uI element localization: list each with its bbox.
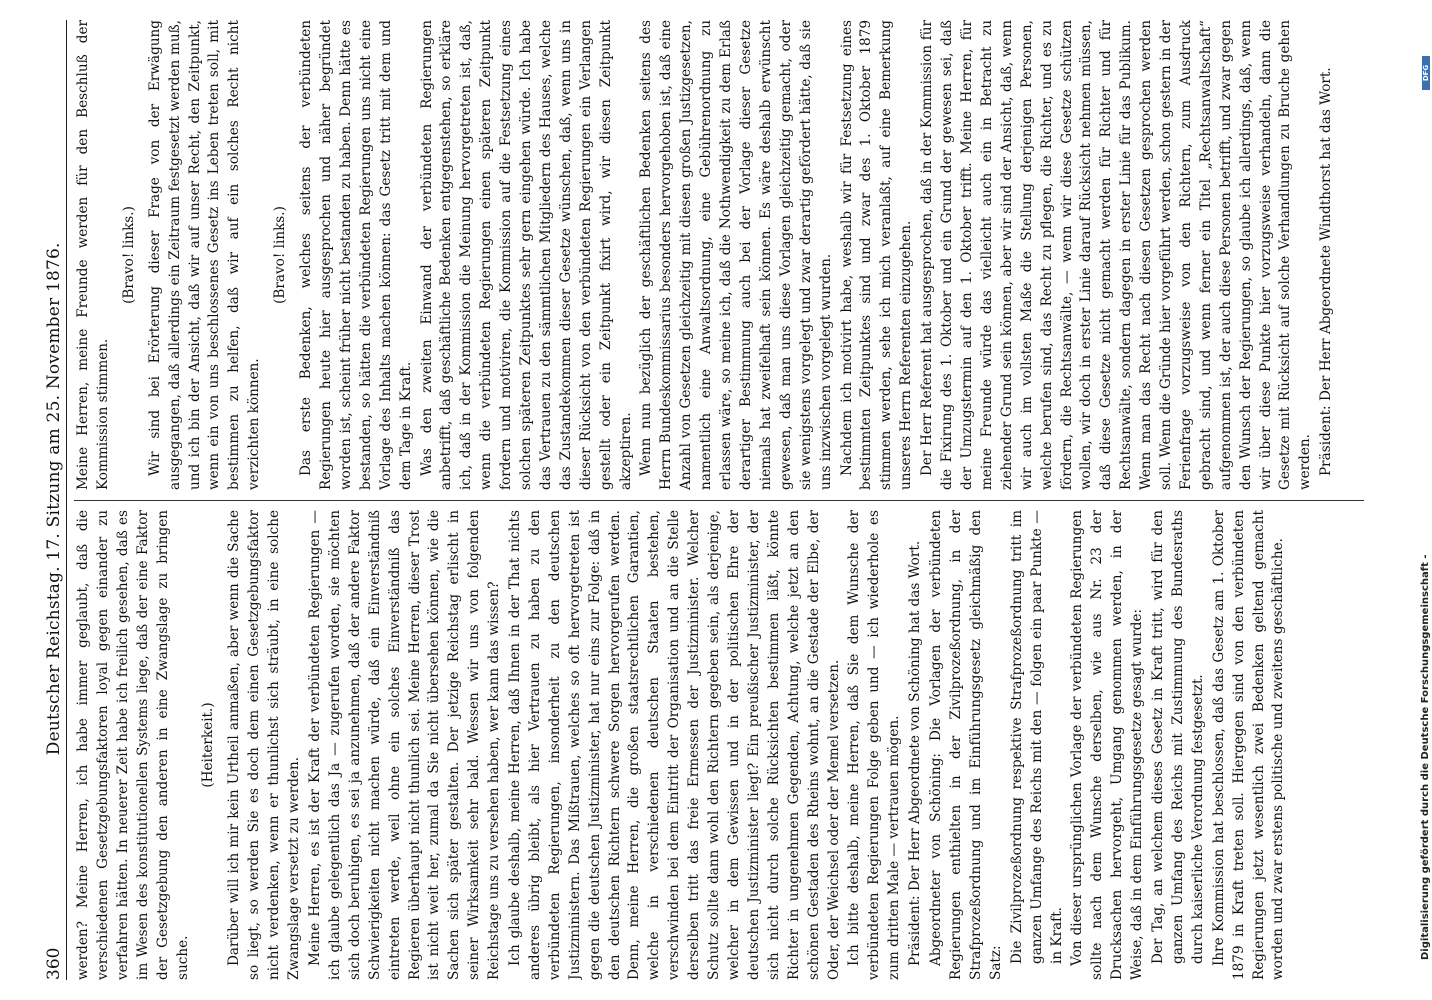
paragraph: Ihre Kommission hat beschlossen, daß das Gesetz am 1. Oktober 1879 in Kraft treten soll. Hiergegen sind von den verbündeten Regierungen jetzt wesentlich zwei Bedenken geltend gemacht worden und zwar erstens politische und zweitens geschäftliche. bbox=[1210, 510, 1287, 980]
paragraph: Ich bitte deshalb, meine Herren, daß Sie dem Wunsche der verbündeten Regierungen Folge geben und — ich wiederhole es zum dritten Male — vertrauen mögen. bbox=[846, 510, 903, 980]
column-divider bbox=[74, 500, 1364, 501]
paragraph: Von dieser ursprünglichen Vorlage der verbündeten Regierungen sollte nach dem Wunsche derselben, wie aus Nr. 23 der Drucksachen hervorgeht, Umgang genommen werden, in der Weise, daß in dem Einführungsgesetze gesagt wurde: bbox=[1069, 510, 1146, 980]
paragraph: Meine Herren, meine Freunde werden für den Beschluß der Kommission stimmen. bbox=[75, 20, 111, 490]
paragraph: Was den zweiten Einwand der verbündeten Regierungen anbetrifft, daß geschäftliche Bedenken entgegenstehen, so erkläre ich, daß in der Kommission die Meinung hervorgetreten ist, daß, wenn die verbündeten Regierungen einen späteren Zeitpunkt fordern und motiviren, die Kommission auf die Festsetzung eines solchen späteren Zeitpunktes sehr gern eingehen würde. Ich habe das Vertrauen zu den sämmtlichen Mitgliedern des Hauses, welche das Zustandekommen dieser Gesetze wünschen, daß, wenn uns in dieser Rücksicht von den verbündeten Regierungen ein Verlangen gestellt oder ein Zeitpunkt fixirt wird, wir diesen Zeitpunkt akzeptiren. bbox=[418, 20, 634, 490]
left-column bbox=[74, 510, 1374, 980]
paragraph: Ich glaube deshalb, meine Herren, daß Ihnen in der That nichts anderes übrig bleibt, als hier Vertrauen zu haben zu den verbündeten Regierungen, insonderheit zu den deutschen Justizministern. Das Mißtrauen, welches so oft hervorgetreten ist gegen die deutschen Justizminister, hat nur eins zur Folge: daß in den deutschen Richtern schwere Sorgen hervorgerufen werden. Denn, meine Herren, die großen staatsrechtlichen Garantien, welche in verschiedenen deutschen Staaten bestehen, verschwinden bei dem Eintritt der Organisation und an die Stelle derselben tritt das freie Ermessen der Justizminister. Welcher Schutz sollte dann wohl den Richtern gegeben sein, als derjenige, welcher in dem Gewissen und in der politischen Ehre der deutschen Justizminister liegt? Ein preußischer Justizminister, der sich nicht durch solche Rücksichten bestimmen läßt, könnte Richter in ungenehmen Gegenden, Achtung, welche jetzt an den schönen Gestaden des Rheins wohnt, an die Gestade der Elbe, der Oder, der Weichsel oder der Memel versetzen. bbox=[507, 510, 842, 980]
paragraph: Präsident: Der Herr Abgeordnete von Schöning hat das Wort. bbox=[907, 540, 924, 966]
interjection: (Heiterkeit.) bbox=[200, 702, 217, 788]
right-column bbox=[74, 20, 1374, 490]
interjection: (Bravo! links.) bbox=[120, 206, 137, 304]
paragraph: Wir sind bei Erörterung dieser Frage von der Erwägung ausgegangen, daß allerdings ein Zeitraum festgesetzt werden muß, und ich bin der Ansicht, daß wir auf unser Recht, den Zeitpunkt, wenn ein von uns beschlossenes Gesetz ins Leben treten soll, mit bestimmen zu helfen, daß wir auf ein solches Recht nicht verzichten können. bbox=[146, 20, 263, 490]
dfg-logo bbox=[1422, 56, 1430, 90]
paragraph: Abgeordneter von Schöning: Die Vorlagen der verbündeten Regierungen enthielten in der Zivilprozeßordnung, in der Strafprozeßordnung und im Einführungsgesetz gleichmäßig den Satz: bbox=[928, 510, 1004, 980]
paragraph: Darüber will ich mir kein Urtheil anmaßen, aber wenn die Sache so liegt, so werden Sie es doch dem einen Gesetzgebungsfaktor nicht verdenken, wenn er thunlichst sich sträubt, in eine solche Zwangslage versetzt zu werden. bbox=[226, 510, 303, 980]
paragraph: Wenn nun bezüglich der geschäftlichen Bedenken seitens des Herrn Bundeskommissarius besonders hervorgehoben ist, daß eine Anzahl von Gesetzen gleichzeitig mit diesen großen Justizgesetzen, namentlich eine Anwaltsordnung, eine Gebührenordnung zu erlassen wäre, so meine ich, daß die Nothwendigkeit zu dem Erlaß derartiger Bestimmung auch bei der Vorlage dieser Gesetze niemals hat zweifelhaft sein können. Es wäre deshalb erwünscht gewesen, daß man uns diese Vorlagen gleichzeitig gemacht, oder sie wenigstens vorgelegt und zwar derartig gefördert hätte, daß sie uns inzwischen vorgelegt wurden. bbox=[638, 20, 834, 490]
paragraph: Der Herr Referent hat ausgesprochen, daß in der Kommission für die Fixirung des 1. Oktober und ein Grund der gewesen sei, daß der Umzugstermin auf den 1. Oktober trifft. Meine Herren, für meine Freunde würde das vielleicht auch ein in Betracht zu ziehender Grund sein können, aber wir sind der Ansicht, daß, wenn wir auch im vollsten Maße die Stellung derjenigen Personen, welche berufen sind, das Recht zu pflegen, die Richter, und es zu fördern, die Rechtsanwälte, — wenn wir diese Gesetze schützen wollen, wir doch in erster Linie darauf Rücksicht nehmen müssen, daß diese Gesetze nicht gemacht werden für Richter und für Rechtsanwälte, sondern dagegen in erster Linie für das Publikum. Wenn man das Recht nach diesen Gesetzen gesprochen werden soll. Wenn die Gründe hier vorgeführt werden, schon gestern in der Ferienfrage vorzugsweise von den Richtern, zum Ausdruck gebracht sind, und wenn ferner ein Titel „Rechtsanwaltschaft“ aufgenommen ist, der auch diese Personen betrifft, und zwar gegen den Wunsch der Regierungen, so glaube ich allerdings, daß, wenn wir über diese Punkte hier vorzugsweise verhandeln, dann die Gesetze mit Rücksicht auf solche Verhandlungen zu Bruche gehen werden. bbox=[919, 20, 1314, 490]
interjection: (Bravo! links.) bbox=[272, 206, 289, 304]
dfg-logo-text: DFG bbox=[1422, 64, 1430, 82]
paragraph: werden? Meine Herren, ich habe immer geglaubt, daß die verschiedenen Gesetzgebungsfaktoren loyal gegen einander zu verfahren hätten. In neuerer Zeit habe ich freilich gesehen, daß es im Wesen des konstitutionellen Systems liege, daß der eine Faktor der Gesetzgebung den anderen in eine Zwangslage zu bringen suche. bbox=[75, 510, 191, 980]
scanned-page bbox=[36, 10, 1396, 990]
quoted-motion: Die Zivilprozeßordnung respektive Strafprozeßordnung tritt im ganzen Umfange des Reichs mit den — folgen ein paar Punkte — in Kraft. bbox=[1008, 510, 1065, 964]
paragraph: Meine Herren, es ist der Kraft der verbündeten Regierungen — ich glaube gelegentlich das Ja — zugerufen worden, sie möchten sich doch beruhigen, es sei ja anzunehmen, daß der andere Faktor Schwierigkeiten nicht machen würde, daß ein Einverständniß eintreten werde, weil ohne ein solches Einverständniß das Regieren überhaupt nicht thunlich sei. Meine Herren, dieser Trost ist nicht weit her, zumal da Sie nicht übersehen können, wie die Sachen sich später gestalten. Der jetzige Reichstag erlischt in seiner Wirksamkeit sehr bald. Wessen wir uns von folgenden Reichstage uns zu versehen haben, wer kann das wissen? bbox=[306, 510, 503, 980]
running-title: Deutscher Reichstag. 17. Sitzung am 25. November 1876. bbox=[44, 242, 64, 756]
page-number: 360 bbox=[44, 947, 64, 980]
quoted-motion: Der Tag, an welchem dieses Gesetz in Kraft tritt, wird für den ganzen Umfang des Reichs mit Zustimmung des Bundesraths durch kaiserliche Verordnung festgesetzt. bbox=[1150, 510, 1206, 964]
digitization-note: Digitalisierung gefördert durch die Deutsche Forschungsgemeinschaft - bbox=[1420, 554, 1431, 960]
paragraph: Nachdem ich motivirt habe, weshalb wir für Festsetzung eines bestimmten Zeitpunktes sind und zwar des 1. Oktober 1879 stimmen werden, sehe ich mich veranlaßt, auf eine Bemerkung unseres Herrn Referenten einzugehen. bbox=[838, 20, 915, 490]
page-header bbox=[42, 20, 67, 980]
paragraph: Das erste Bedenken, welches seitens der verbündeten Regierungen heute hier ausgesprochen und näher begründet worden ist, scheint früher nicht bestanden zu haben. Denn hätte es bestanden, so hätten die verbündeten Regierungen uns nicht eine Vorlage des Inhalts machen können: das Gesetz tritt mit dem und dem Tage in Kraft. bbox=[298, 20, 414, 490]
paragraph: Präsident: Der Herr Abgeordnete Windthorst hat das Wort. bbox=[1318, 67, 1335, 476]
